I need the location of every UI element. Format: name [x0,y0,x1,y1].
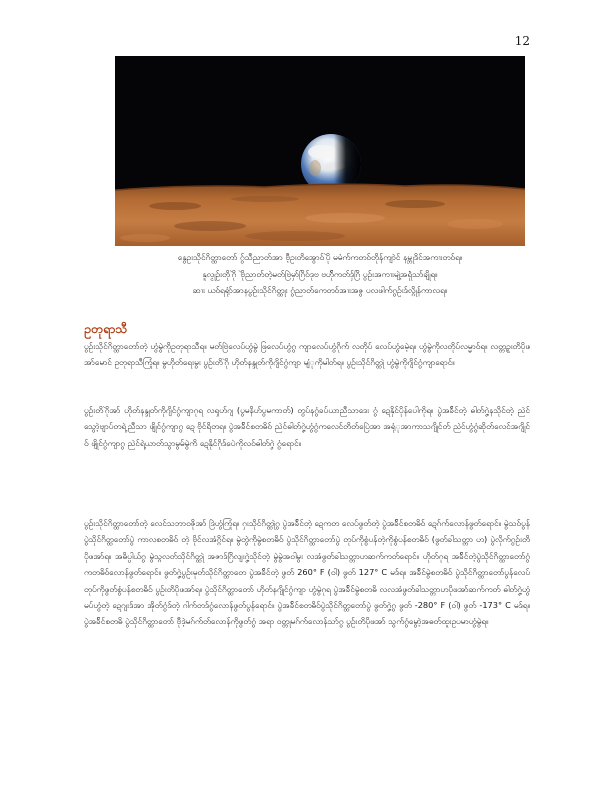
caption-line: နွေဥးသိုင်ဂိတ္ထာတော် ဂွ်သီညာတ်အာ ဗီ့ဥးတိအွောဝ်ပိုဲ မမံက်ကတဝ်တိုန်ကျာဲင် နမ္ဘုဒိင်အကၢးတဝ်ရ။ [177,252,463,262]
paragraph [84,402,530,451]
section-heading: ဥတုရာသီ [84,321,128,336]
page-number: 12 [514,34,530,48]
paragraph-text: ပွဥ်းတိဂိုဲအာ် ဟိုတ်နန္ဒုတ်ကိုဂျိင်ဂွံကျာဂုရ လၡဟ်ဂျ (ပွမနိဟ်ပွမကာတ်) တွပ်နဂွံခပ်ယာညီသာဒေး ဂွံ ဍေနိုင်ပိုန်ပေါကိုရ။ ပွဲအခ်ိင်တဲ့ ဓါတ်ဂၞဲ့နသိုင်တဲ့ ညဲင်သွောဲ့ဗျာပ်တရဲ့ညီသာ ဖျိုင်ဂွံကျာဂွ ဍေ ဗိုင်ရိတရ။ ပွဲအခ်ိင်စတဓိဝ် ညဲင်ဓါတ်ဂၞဲ့ဟွံဂွံကလေင်တိတ်ပြေဲအာ အရုံုအာကာသဂျိုင်တ် ညဲင်ဟွံဂွံဆိုတ်လေင်အဂျိုင်ဝ် ဖျိုင်ဂွံကျာဂွ ညဲင်ရဲ့ယာတ်သွာမွမ်မွဲကိ ဍေနိုင်ဂိုဒ်ပေဲကိုလဝ်ဓါတ်ဂၞဲ ဂွံရောင်။ [84,405,530,448]
paragraph [84,338,530,371]
paragraph-text: ပွဥ်းသိုင်ဂိတ္ထာတော်တဲ့ ဟွံမွဲကိုဥတုရာသီရ။ မတ်ဗြဲလေပ်ဟွံမွဲ ဖြလေပ်ဟွံဂွ ကျာလေပ်ဟွံဂိုက် လတိုပ် လေပ်ဟွံမေဲ့ရ။ ဟွံမွဲကိုလတိုပ်လမ္မာဝ်ရ။ လတ္တဥ္ဂးတိပိုဖအာ်မောင် ဥတုရာသီကြုံရ။ မွဟိုတ်ရေးမွး ပွဥ်းတိဂိုဲ ဟိုတ်နန္ဒုတ်ကိုဂျိင်ဂွံကျာ မျံုကိုမါတ်ရ။ ပွဥ်းသိုင်ဂိတ္ထုဲ ဟွံမွဲကိုဂျိင်ဂွံကျာရောင်။ [84,341,530,368]
photo-caption [100,249,540,299]
paragraph [84,515,530,630]
paragraph-text: ပွဥ်းသိုင်ဂိတ္ထာတော်တဲ့ လေင်သဘာဝဇိုအာ် ဒြဲဟွံကြုံရ။ ဂှးသိုင်ဂိတ္ထုဲဂွ ပွဲအခ်ိင်တဲ့ ဍေကတ လေပ်ဖွတ်တဲ့ ပွဲအခ်ိင်စတဓိဝ် ဍေဂ်က်လောန်ဖွတ်ရောင်။ မွဲသဝ်ပွန် ပွဲသိုင်ဂိတ္ထတော်ပွဲ ကာလစတဓိဝ် တဲ့ ဗိုင်လအံဂ္ဂိင်ရ။ မွဲတွဲကိုမွဲစတဓိဝ် ပွဲသိုင်ဂိတ္ထာတော်ပွဲ တုပ်ကိုစွံပန်တဲ့ကိုစွံပန်စတဓိဝ် (ဖွတ်ခါသတ္တာ ဟ) ပွဲလိုက်ဂွဥ်းတိပိုဖအာ်ရ။ အဓိပ္ပါယ်ဂွ မွဲသ္ဂလတ်သိုင်ဂိတ္ထုဲ အဇာဒ်ဂြိလျးဂၞဲ့သိုင်တဲ့ မွဲမွဲအဝါမွး လအံဖွတ်ခါသတ္တာဟဆက်ကတ်ရောင်။ ဟိုတ်ဂုရ အခ်ိင်တဲ့ပွဲသိုင်ဂိတ္ထာတော်ဂွံ ကတဓိဝ်လောန်ဖွတ်ရောင်။ ဖွတ်ဂၞဲ့ပွဥ်းမုတ်သိုင်ဂိတ္ထာတေ ပွဲအခ်ိင်တဲ့ ဖွတ် 260° F (ဝါ) ဖွတ် 127° C မဒ်ရ။ အခ်ိင်မွဲစတဓိဝ် ပွဲသိုင်ဂိတ္ထာတော်ပွန်လေပ် တုပ်ကိုဖွတ်စွံပန်စတဓိဝ် ပွဥ်းတိပိုဖအာ်ရ။ ပွဲသိုင်ဂိတ္ထာတော် ဟိုတ်နဂျိုင်ဂွံကျာ ဟွံမွဲဂုရ ပွဲအခ်ိင်မွဲစတဓိ လလအံဖွတ်ခါသတ္တာဟပိုဖအာ်ဆက်ကတ် ဓါတ်ဂၞဲ့ဟွံမပ်ဟွံတဲ့ ဍေဂျးဒ်အာ အိုတ်ဂွံဒ်တဲ့ ဂါက်တဒ်ဂွံလောန်ဖွတ်ပွန်ရောင်။ ပွဲအခ်ိင်စတဓိဝ်ပွဲသိုင်ဂိတ္ထတော်ပွဲ ဖွတ်ဂၞဲ့ဂွ ဖွတ် -280° F (ဝါ) ဖွတ် -173° C မဒ်ရ။ ပွဲအခ်ိင်စတဓိ ပွဲသိုင်ဂိတ္ထာတော် ဗီုဒဲ့မဂ်က်တ်လောန်ကိုဖွတ်ဂွံ အရာ ဝတ္တုမဂ်က်လောန်သာ်ဂွ ပွဥ်းတိပိုဖအာ် သွက်ဂွံမွောဲ့အဓတ်ထူးဥပမာဟွံမွဲရ။ [84,518,530,627]
caption-line: နူလၟုဥ်းတိုဂိုဲ ဗိုဲညာတ်တဲ့မတ်ဗြဲမှာ်ဂြိဝ်ဒုဗ ဗဟ်ိုကတ်ဒ်ှဂြိ ပွဥ်းအကၢးမျဲ့အရုံဲသာ်ချိုရ။ [202,268,438,279]
earthrise-photo [115,56,525,246]
caption-line: ဆၢး ယဝ်ရရုံာ်အာနပွဥ်းသိုင်ဂိတ္ထုး ဂွံညာတ်ကေတဝ်အၢးအဇွ ပလဖါက်ဂွဥ်းဒ်လ္ဂိုန်ကာလရ။ [192,285,448,295]
lunar-surface [115,184,525,246]
